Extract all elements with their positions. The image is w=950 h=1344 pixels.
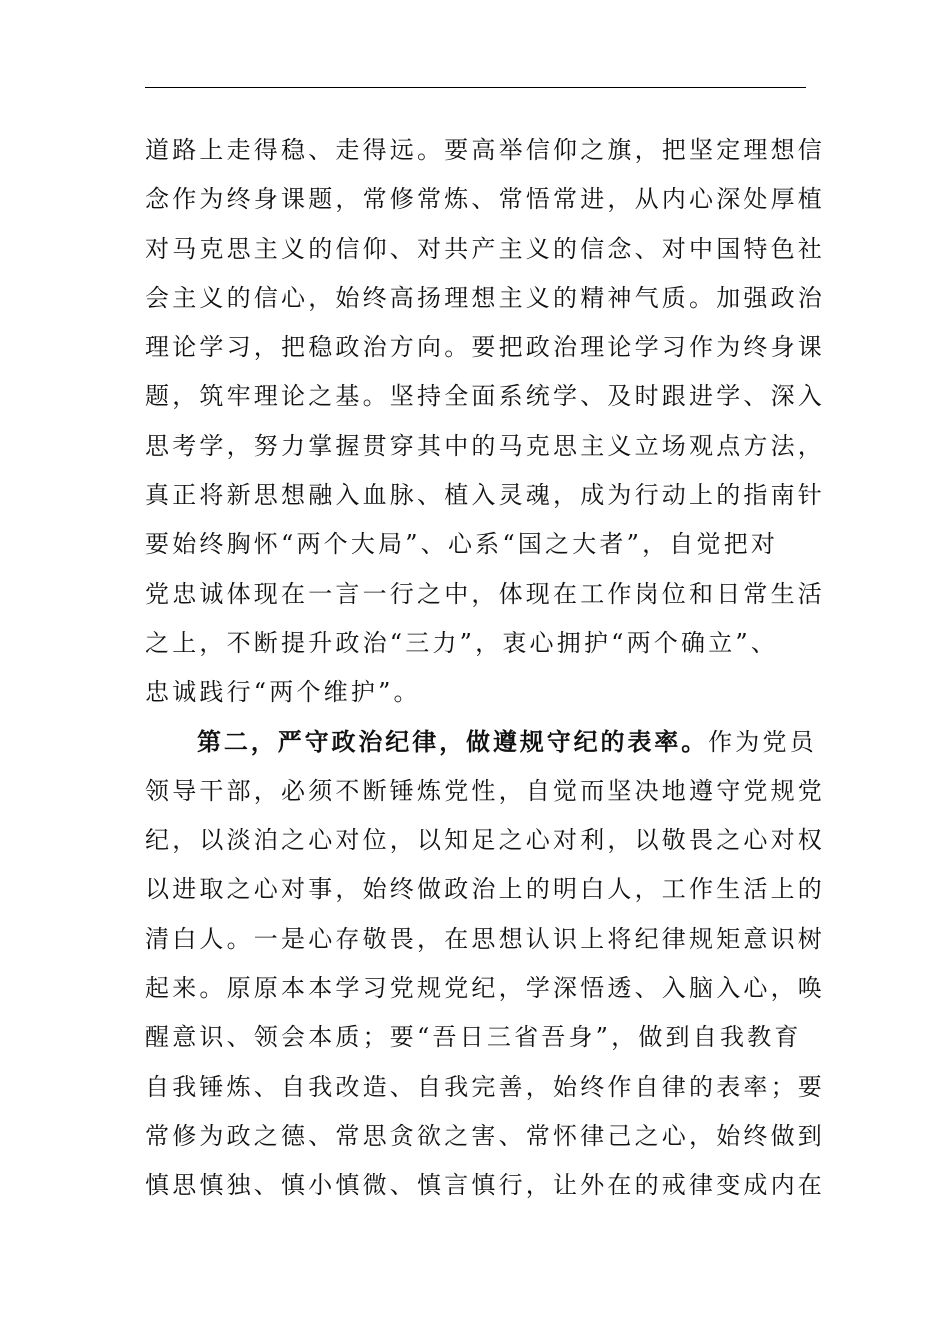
text-line: 对马克思主义的信仰、对共产主义的信念、对中国特色社 — [145, 234, 825, 263]
text-line: 要始终胸怀“两个大局”、心系“国之大者”，自觉把对 — [145, 530, 779, 559]
text-line: 常修为政之德、常思贪欲之害、常怀律己之心，始终做到 — [145, 1121, 825, 1150]
text-line: 以进取之心对事，始终做政治上的明白人，工作生活上的 — [145, 875, 825, 904]
header-rule — [145, 87, 806, 88]
text-line: 自我锤炼、自我改造、自我完善，始终作自律的表率；要 — [145, 1072, 825, 1101]
text-line: 念作为终身课题，常修常炼、常悟常进，从内心深处厚植 — [145, 185, 825, 214]
text-line: 道路上走得稳、走得远。要高举信仰之旗，把坚定理想信 — [145, 136, 825, 164]
section-2-heading: 第二，严守政治纪律，做遵规守纪的表率。 — [197, 727, 709, 756]
section-2-lead-text: 作为党员 — [708, 727, 817, 756]
text-line: 党忠诚体现在一言一行之中，体现在工作岗位和日常生活 — [145, 579, 825, 608]
text-line: 慎思慎独、慎小慎微、慎言慎行，让外在的戒律变成内在 — [145, 1171, 825, 1200]
text-line: 理论学习，把稳政治方向。要把政治理论学习作为终身课 — [145, 333, 825, 362]
text-line: 忠诚践行“两个维护”。 — [145, 678, 421, 707]
section-2-first-line — [145, 718, 815, 767]
text-line: 思考学，努力掌握贯穿其中的马克思主义立场观点方法， — [145, 431, 825, 460]
text-line: 清白人。一是心存敬畏，在思想认识上将纪律规矩意识树 — [145, 924, 825, 953]
text-line: 纪，以淡泊之心对位，以知足之心对利，以敬畏之心对权 — [145, 826, 825, 855]
text-line: 领导干部，必须不断锤炼党性，自觉而坚决地遵守党规党 — [145, 776, 825, 805]
text-line: 真正将新思想融入血脉、植入灵魂，成为行动上的指南针 — [145, 481, 825, 510]
text-line: 起来。原原本本学习党规党纪，学深悟透、入脑入心，唤 — [145, 974, 825, 1003]
text-line: 醒意识、领会本质；要“吾日三省吾身”，做到自我教育 — [145, 1023, 802, 1052]
text-line: 之上，不断提升政治“三力”，衷心拥护“两个确立”、 — [145, 628, 779, 657]
text-line: 会主义的信心，始终高扬理想主义的精神气质。加强政治 — [145, 283, 825, 312]
text-line: 题，筑牢理论之基。坚持全面系统学、及时跟进学、深入 — [145, 382, 825, 411]
body-text — [145, 126, 825, 1211]
